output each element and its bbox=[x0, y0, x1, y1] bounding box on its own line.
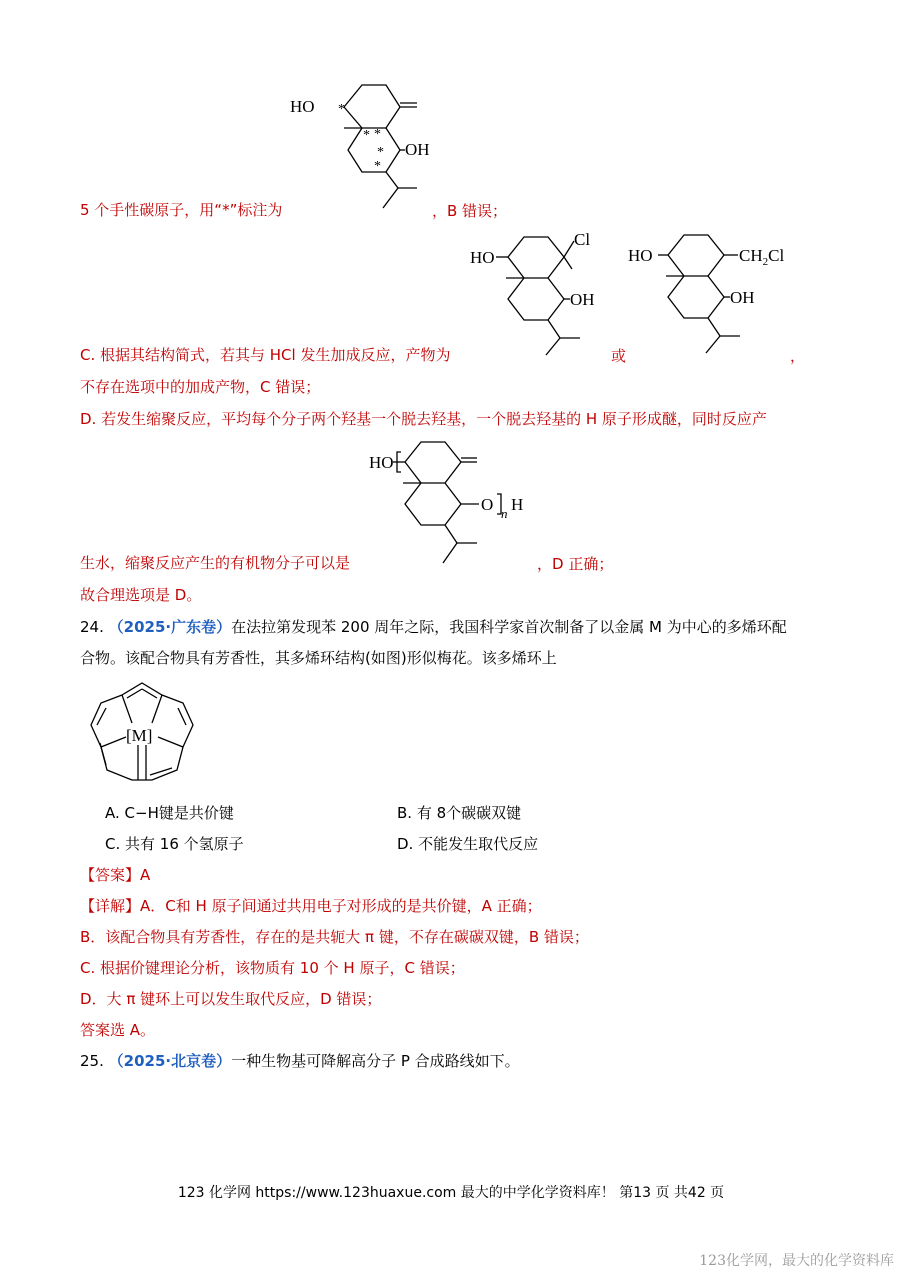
hydroxyl-label: HO bbox=[470, 248, 495, 267]
hydroxyl-label: OH bbox=[730, 288, 755, 307]
structure-polyene-ring bbox=[80, 675, 205, 790]
chiral-star: * bbox=[377, 145, 384, 160]
text-line: ，B 错误； bbox=[432, 202, 508, 220]
question-source: （2025·北京卷） bbox=[108, 1052, 232, 1070]
structure-polymer bbox=[365, 436, 540, 571]
option-a[interactable]: A. C−H键是共价键 bbox=[105, 804, 234, 822]
option-c[interactable]: C. 共有 16 个氢原子 bbox=[105, 835, 244, 853]
chiral-star: * bbox=[338, 102, 345, 117]
hydroxyl-label: HO bbox=[369, 453, 394, 472]
detail-line: D．大 π 键环上可以发生取代反应，D 错误； bbox=[80, 990, 382, 1008]
question-24-stem: 24. （2025·广东卷）在法拉第发现苯 200 周年之际，我国科学家首次制备了以金属 M 为中心的多烯环配 bbox=[80, 618, 787, 636]
chiral-star: * bbox=[374, 159, 381, 174]
repeat-n-label: n bbox=[501, 506, 508, 521]
chloromethyl-label: $CH_2Cl$ bbox=[739, 246, 785, 268]
text-line: 5 个手性碳原子，用“*”标注为 bbox=[80, 201, 283, 219]
detail-line: B．该配合物具有芳香性，存在的是共轭大 π 键，不存在碳碳双键，B 错误； bbox=[80, 928, 589, 946]
question-25-stem: 25. （2025·北京卷）一种生物基可降解高分子 P 合成路线如下。 bbox=[80, 1052, 520, 1070]
structure-chiral-carbons bbox=[285, 80, 445, 215]
structure-hcl-product-1 bbox=[468, 225, 618, 360]
page-footer: 123 化学网 https://www.123huaxue.com 最大的中学化学资料库！ 第13 页 共42 页 bbox=[177, 1185, 725, 1201]
metal-center-label: [M] bbox=[126, 726, 153, 745]
detail-line: C. 根据价键理论分析，该物质有 10 个 H 原子，C 错误； bbox=[80, 959, 465, 977]
text-line: 或 bbox=[611, 347, 627, 365]
structure-hcl-product-2 bbox=[626, 225, 801, 360]
text-line: D. 若发生缩聚反应，平均每个分子两个羟基一个脱去羟基，一个脱去羟基的 H 原子形成醚，同时反应产 bbox=[80, 410, 767, 428]
hydrogen-label: H bbox=[511, 495, 524, 514]
text-line: 不存在选项中的加成产物，C 错误； bbox=[80, 378, 321, 396]
ether-oxygen-label: O bbox=[481, 495, 494, 514]
answer-label: 【答案】 bbox=[80, 866, 141, 884]
text-line: 故合理选项是 D。 bbox=[80, 586, 202, 604]
text-line: ， bbox=[790, 347, 806, 365]
chlorine-label: Cl bbox=[574, 230, 591, 249]
text-line: C. 根据其结构简式，若其与 HCl 发生加成反应，产物为 bbox=[80, 346, 451, 364]
option-d[interactable]: D. 不能发生取代反应 bbox=[397, 835, 539, 853]
text-line: 生水，缩聚反应产生的有机物分子可以是 bbox=[80, 554, 351, 572]
chiral-star: * bbox=[363, 128, 370, 143]
detail-label: 【详解】 bbox=[80, 897, 141, 915]
chiral-star: * bbox=[374, 127, 381, 142]
text-line: ，D 正确； bbox=[537, 555, 614, 573]
watermark: 123化学网，最大的化学资料库 bbox=[699, 1253, 894, 1269]
hydroxyl-label: HO bbox=[290, 97, 315, 116]
question-24-stem-cont: 合物。该配合物具有芳香性，其多烯环结构(如图)形似梅花。该多烯环上 bbox=[80, 649, 557, 667]
answer-value: A bbox=[140, 866, 151, 884]
option-b[interactable]: B. 有 8个碳碳双键 bbox=[397, 804, 522, 822]
conclusion-line: 答案选 A。 bbox=[80, 1021, 156, 1039]
hydroxyl-label: OH bbox=[405, 140, 430, 159]
hydroxyl-label: OH bbox=[570, 290, 595, 309]
hydroxyl-label: HO bbox=[628, 246, 653, 265]
answer-line bbox=[80, 865, 150, 885]
question-source: （2025·广东卷） bbox=[108, 618, 232, 636]
detail-line: 【详解】A．C和 H 原子间通过共用电子对形成的是共价键，A 正确； bbox=[80, 897, 542, 915]
